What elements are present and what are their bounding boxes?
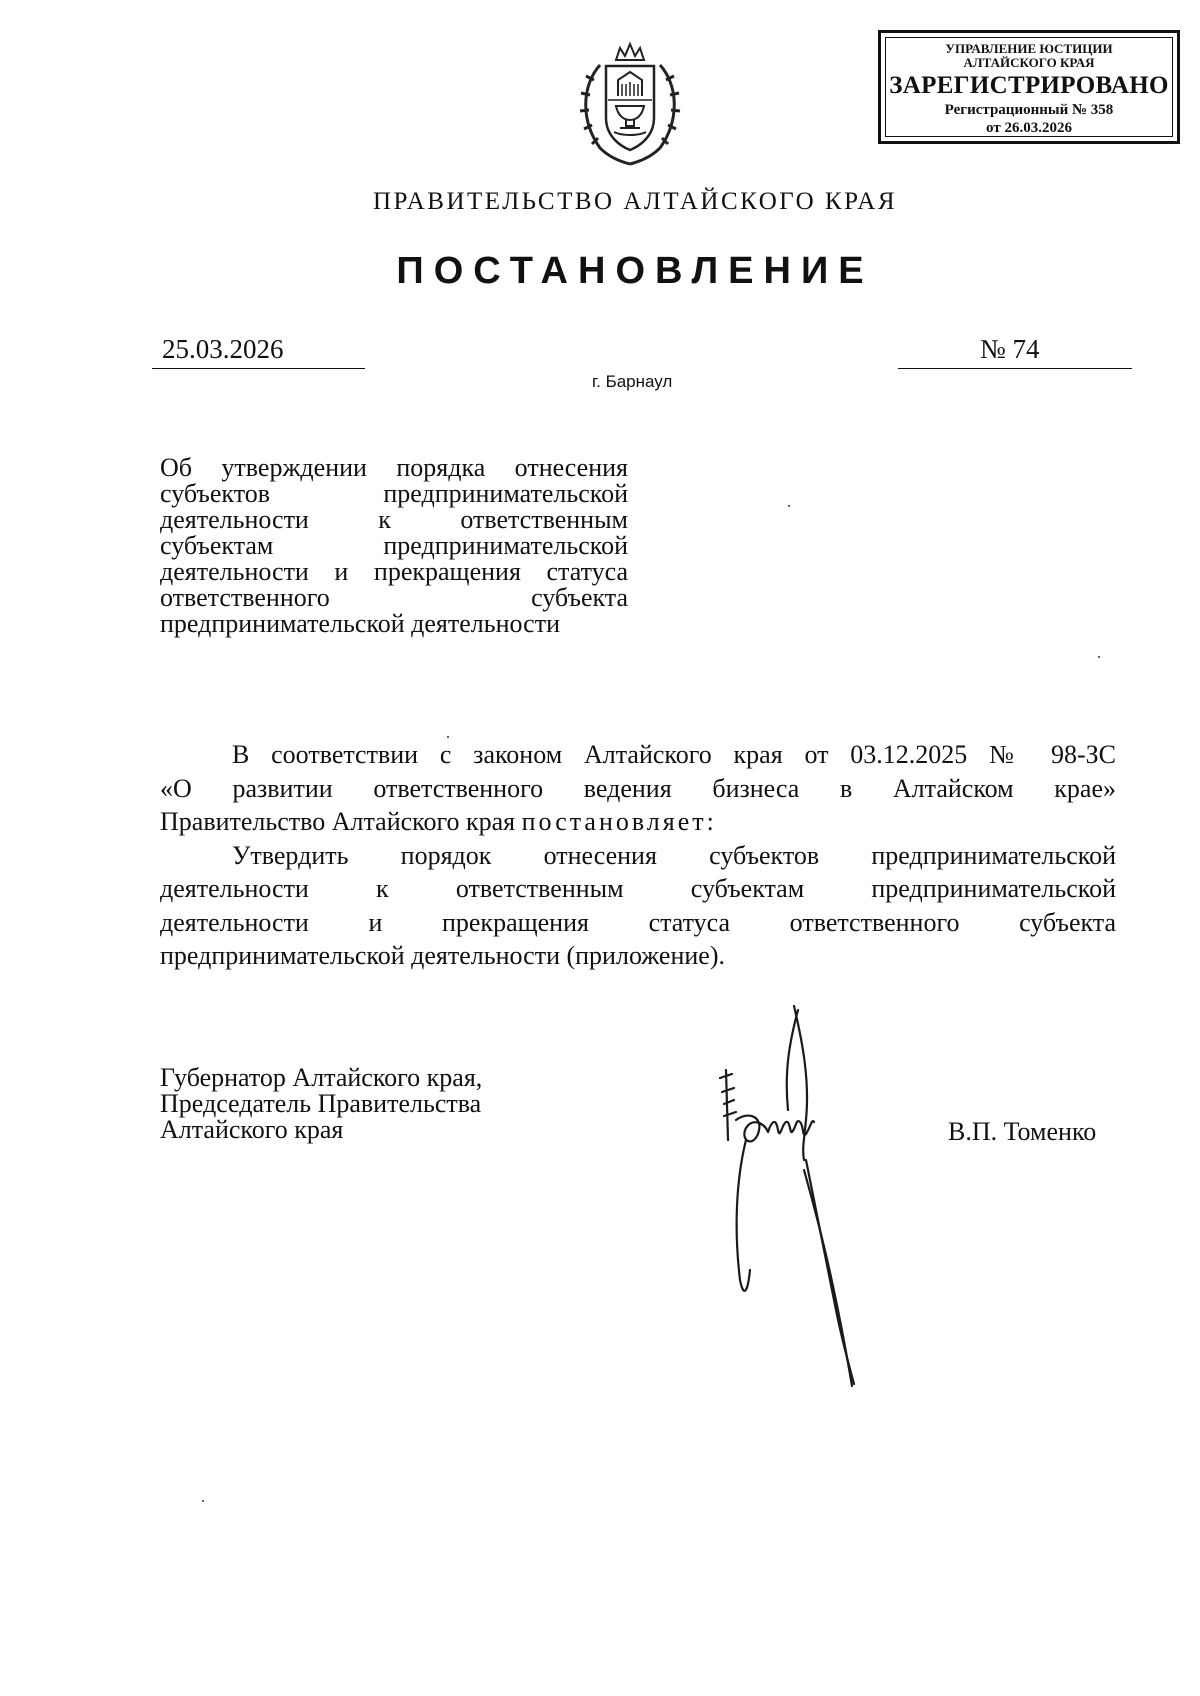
stamp-inner-frame xyxy=(885,37,1173,137)
subject-line: субъектам предпринимательской xyxy=(160,531,628,560)
handwritten-signature xyxy=(706,1000,896,1400)
stamp-organization xyxy=(886,42,1172,69)
subject-line: деятельности к ответственным xyxy=(160,505,628,534)
preamble-paragraph xyxy=(160,738,1116,839)
position-line: Губернатор Алтайского края, xyxy=(160,1063,483,1092)
resolves-keyword: постановляет: xyxy=(521,807,717,836)
scan-speck xyxy=(447,736,449,738)
body-line xyxy=(160,805,1116,839)
scan-speck xyxy=(202,1500,204,1502)
scan-speck xyxy=(788,505,790,507)
body-line: предпринимательской деятельности (приложение). xyxy=(160,941,725,970)
date-underline xyxy=(152,368,365,369)
coat-of-arms-emblem xyxy=(570,40,690,170)
subject-line: Об утверждении порядка отнесения xyxy=(160,453,628,482)
stamp-reg-number: Регистрационный № 358 xyxy=(944,101,1114,118)
scan-speck xyxy=(1098,656,1100,658)
subject-line: ответственного субъекта xyxy=(160,583,628,612)
position-line: Алтайского края xyxy=(160,1115,344,1144)
body-line: деятельности к ответственным субъектам предпринимательской xyxy=(160,874,1116,903)
registration-stamp xyxy=(878,30,1180,144)
document-type: ПОСТАНОВЛЕНИЕ xyxy=(396,250,874,292)
body-line: «О развитии ответственного ведения бизнеса в Алтайском крае» xyxy=(160,773,1116,803)
subject-line: деятельности и прекращения статуса xyxy=(160,557,628,586)
stamp-org-line1: УПРАВЛЕНИЕ ЮСТИЦИИ xyxy=(945,41,1113,56)
body-line-prefix: Правительство Алтайского края xyxy=(160,807,522,836)
subject-line: предпринимательской деятельности xyxy=(160,609,560,638)
document-number: № 74 xyxy=(980,334,1040,364)
resolution-paragraph xyxy=(160,839,1116,973)
signer-name: В.П. Томенко xyxy=(948,1117,1097,1146)
body-line: деятельности и прекращения статуса ответственного субъекта xyxy=(160,907,1116,937)
stamp-org-line2: АЛТАЙСКОГО КРАЯ xyxy=(963,54,1095,70)
number-underline xyxy=(898,368,1132,369)
signatory-position xyxy=(160,1065,482,1143)
issue-city: г. Барнаул xyxy=(592,372,673,391)
subject-line: субъектов предпринимательской xyxy=(160,479,628,508)
body-line: Утвердить порядок отнесения субъектов предпринимательской xyxy=(232,840,1116,870)
stamp-reg-date: от 26.03.2026 xyxy=(986,120,1072,137)
document-subject xyxy=(160,455,628,637)
position-line: Председатель Правительства xyxy=(160,1089,482,1118)
stamp-status: ЗАРЕГИСТРИРОВАНО xyxy=(889,72,1169,100)
document-body xyxy=(160,738,1116,973)
issuing-authority: ПРАВИТЕЛЬСТВО АЛТАЙСКОГО КРАЯ xyxy=(372,188,898,215)
document-date: 25.03.2026 xyxy=(162,334,284,364)
body-line: В соответствии с законом Алтайского края от 03.12.2025 № 98-ЗС xyxy=(232,740,1116,769)
